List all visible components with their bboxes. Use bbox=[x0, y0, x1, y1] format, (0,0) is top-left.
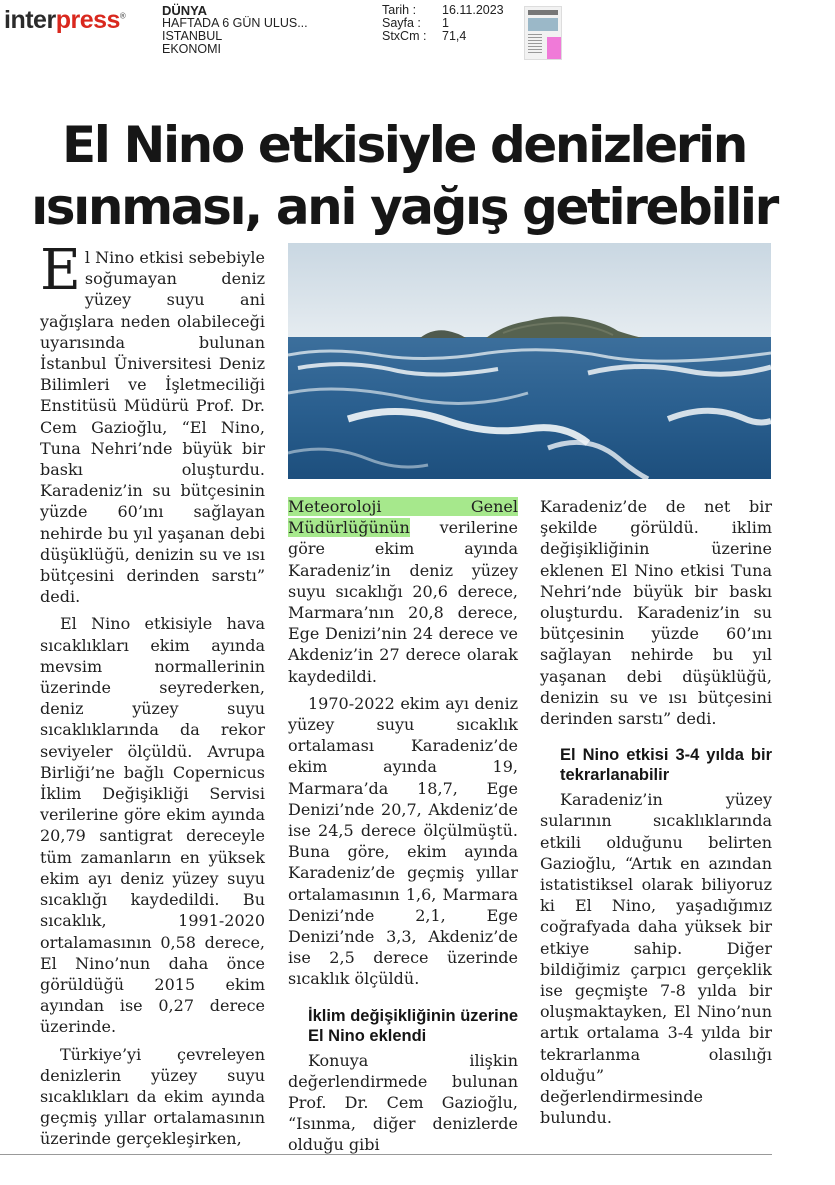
publication-frequency: HAFTADA 6 GÜN ULUS... bbox=[162, 16, 308, 30]
date-label: Tarih : bbox=[382, 3, 417, 17]
publication-city: ISTANBUL bbox=[162, 29, 223, 43]
bottom-rule bbox=[0, 1154, 772, 1155]
article-headline bbox=[0, 114, 808, 238]
publication-section: EKONOMI bbox=[162, 42, 222, 56]
publication-info bbox=[162, 4, 308, 56]
column-1 bbox=[40, 238, 265, 1156]
paragraph: Konuya ilişkin değerlendirmede bulunan Prof. Dr. Cem Gazioğlu, “Isınma, diğer denizlerde olduğu gibi bbox=[288, 1050, 518, 1155]
paragraph: 1970-2022 ekim ayı deniz yüzey suyu sıcaklık ortalaması Karadeniz’de ekim ayında 19, Marmara’da 18,7, Ege Denizi’nde 20,7, Akdeniz’de ise 24,5 derece ölçülmüştü. Buna göre, ekim ayında Karadeniz’de geçmiş yıllar ortalamasının 1,6, Marmara Denizi’nde 2,1, Ege Denizi’nde 3,3, Akdeniz’de ise 2,5 derece üzerinde sıcaklık ölçüldü. bbox=[288, 693, 518, 989]
stxcm-row bbox=[382, 30, 504, 43]
paragraph: El Nino etkisi sebebiyle soğumayan deniz yüzey suyu ani yağışlara neden olabileceği uyarısında bulunan İstanbul Üniversitesi Deniz Bilimleri ve İşletmeciliği Enstitüsü Müdürü Prof. Dr. Cem Gazioğlu, “El Nino, Tuna Nehri’nde büyük bir baskı oluşturdu. Karadeniz’in su bütçesinin yüzde 60’ını sağlayan nehirde bu yıl yaşanan debi düşüklüğü, denizin su ve ısı bütçesini derinden sarstı” dedi. bbox=[40, 238, 265, 607]
sea-island-photo bbox=[288, 243, 771, 479]
publication-name: DÜNYA bbox=[162, 3, 208, 18]
headline-line-2: ısınması, ani yağış getirebilir bbox=[31, 178, 777, 236]
paragraph: Karadeniz’in yüzey sularının sıcaklıklarında etkili olduğunu belirten Gazioğlu, “Artık en azından istatistiksel olarak biliyoruz ki El Nino, yaşadığımız coğrafyada daha yüksek bir etkiye sahip. Diğer bildiğimiz çarpıcı gerçeklik ise geçmişte 7-8 yılda bir oluşmaktayken, El Nino’nun artık ortalama 3-4 yılda bir tekrarlanma olasılığı olduğu” değerlendirmesinde bulundu. bbox=[540, 790, 772, 1128]
stxcm-label: StxCm : bbox=[382, 29, 427, 43]
column-2 bbox=[288, 496, 518, 1162]
headline-line-1: El Nino etkisiyle denizlerin bbox=[62, 116, 746, 174]
paragraph: Meteoroloji Genel Müdürlüğünün verilerine göre ekim ayında Karadeniz’in deniz yüzey suyu sıcaklığı 20,6 derece, Marmara’nın 20,8 derece, Ege Denizi’nin 24 derece ve Akdeniz’in 27 derece olarak kaydedildi. bbox=[288, 497, 518, 686]
paragraph: Türkiye’yi çevreleyen denizlerin yüzey suyu sıcaklıkları da ekim ayında geçmiş yıllar ortalamasının üzerinde gerçekleşirken, bbox=[40, 1044, 265, 1149]
highlighted-term: Meteoroloji Genel Müdürlüğünün bbox=[288, 497, 518, 538]
subheading: İklim değişikliğinin üzerine El Nino eklendi bbox=[308, 1006, 518, 1045]
interpress-logo: interpress® bbox=[4, 6, 126, 34]
paragraph: El Nino etkisiyle hava sıcaklıkları ekim ayında mevsim normallerinin üzerinde seyrederken, deniz yüzey suyu sıcaklıklarında da rekor seviyeler ölçüldü. Avrupa Birliği’ne bağlı Copernicus İklim Değişikliği Servisi verilerine göre ekim ayında 20,79 santigrat dereceyle tüm zamanların en yüksek ekim ayı deniz yüzey suyu sıcaklığı kaydedildi. Bu sıcaklık, 1991-2020 ortalamasının 0,58 derece, El Nino’nun daha önce görüldüğü 2015 ekim ayından ise 0,27 derece üzerinde. bbox=[40, 614, 265, 1037]
date-value: 16.11.2023 bbox=[442, 3, 504, 17]
column-3 bbox=[540, 496, 772, 1134]
page-thumbnail[interactable] bbox=[524, 6, 562, 60]
subheading: El Nino etkisi 3-4 yılda bir tekrarlanabilir bbox=[560, 746, 772, 785]
stxcm-value: 71,4 bbox=[442, 29, 467, 43]
page-label: Sayfa : bbox=[382, 16, 421, 30]
page-value: 1 bbox=[442, 16, 449, 30]
drop-cap: E bbox=[40, 238, 81, 303]
paragraph: Karadeniz’de de net bir şekilde görüldü. iklim değişikliğinin üzerine eklenen El Nino etkisi Tuna Nehri’nde büyük bir baskı oluşturdu. Karadeniz’in su bütçesinin yüzde 60’ını sağlayan nehirde bu yıl yaşanan debi düşüklüğü, denizin su ve ısı bütçesini derinden sarstı” dedi. bbox=[540, 497, 772, 729]
clipping-info bbox=[382, 4, 504, 43]
